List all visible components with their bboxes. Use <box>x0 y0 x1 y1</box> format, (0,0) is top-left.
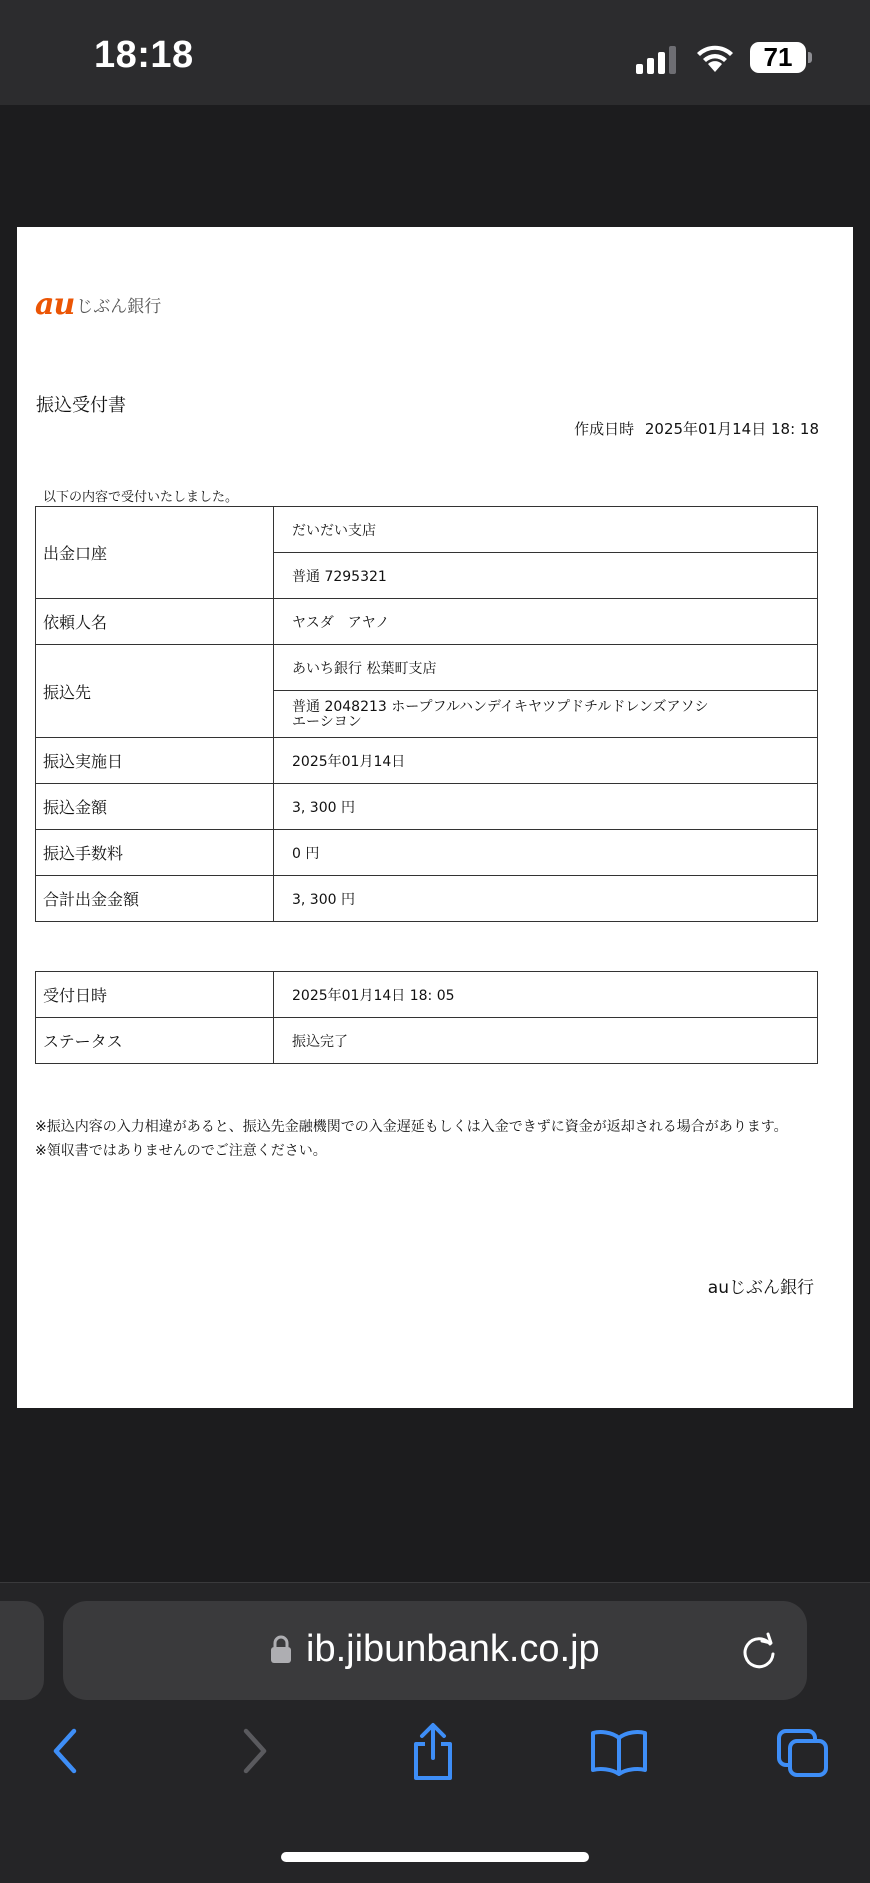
back-icon[interactable] <box>46 1726 86 1776</box>
status-bar <box>0 0 870 105</box>
home-indicator <box>281 1852 589 1862</box>
total-withdrawal-value: 3, 300 円 <box>274 876 818 922</box>
table-row <box>36 972 818 1018</box>
intro-text: 以下の内容で受付いたしました。 <box>43 490 239 505</box>
payee-bank: あいち銀行 松葉町支店 <box>274 645 818 691</box>
payee-label: 振込先 <box>36 645 274 738</box>
url-text[interactable]: ib.jibunbank.co.jp <box>306 1628 600 1670</box>
wifi-icon <box>694 40 736 74</box>
transfer-fee-label: 振込手数料 <box>36 830 274 876</box>
bank-logo <box>35 287 161 321</box>
payee-account-line2: エーシヨン <box>292 714 362 730</box>
received-datetime-value: 2025年01月14日 18: 05 <box>274 972 818 1018</box>
reload-icon[interactable] <box>740 1630 778 1670</box>
status-value: 振込完了 <box>274 1018 818 1064</box>
note-input-discrepancy: ※振込内容の入力相違があると、振込先金融機関での入金遅延もしくは入金できずに資金が返却される場合があります。 <box>35 1119 788 1135</box>
withdrawal-account: 普通 7295321 <box>274 553 818 599</box>
table-row <box>36 876 818 922</box>
battery-indicator: 71 <box>750 42 806 73</box>
lock-icon <box>270 1634 292 1664</box>
logo-bank-name: じぶん銀行 <box>76 297 162 317</box>
table-row <box>36 645 818 691</box>
payee-account <box>274 691 818 738</box>
table-row <box>36 507 818 553</box>
created-label: 作成日時 <box>574 420 635 438</box>
created-value: 2025年01月14日 18: 18 <box>644 420 819 438</box>
status-time: 18:18 <box>94 34 194 76</box>
transfer-amount-value: 3, 300 円 <box>274 784 818 830</box>
total-withdrawal-label: 合計出金金額 <box>36 876 274 922</box>
requester-value: ヤスダ アヤノ <box>274 599 818 645</box>
note-not-receipt: ※領収書ではありませんのでご注意ください。 <box>35 1143 327 1159</box>
transfer-receipt-document <box>17 227 853 1408</box>
payee-account-line1: 普通 2048213 ホープフルハンデイキヤツプドチルドレンズアソシ <box>292 699 709 715</box>
forward-icon[interactable] <box>234 1726 274 1776</box>
table-row <box>36 830 818 876</box>
previous-tab-stub[interactable] <box>0 1601 44 1700</box>
table-row <box>36 784 818 830</box>
status-label: ステータス <box>36 1018 274 1064</box>
withdrawal-branch: だいだい支店 <box>274 507 818 553</box>
table-row <box>36 738 818 784</box>
table-row <box>36 599 818 645</box>
transfer-fee-value: 0 円 <box>274 830 818 876</box>
tabs-icon[interactable] <box>776 1728 830 1778</box>
transfer-date-label: 振込実施日 <box>36 738 274 784</box>
transfer-amount-label: 振込金額 <box>36 784 274 830</box>
battery-tip <box>808 52 812 63</box>
requester-label: 依頼人名 <box>36 599 274 645</box>
bank-signature: auじぶん銀行 <box>707 1278 814 1298</box>
transfer-details-table <box>35 506 818 922</box>
cellular-signal-icon <box>636 44 680 74</box>
document-title: 振込受付書 <box>36 395 126 416</box>
bookmarks-icon[interactable] <box>590 1728 648 1776</box>
received-datetime-label: 受付日時 <box>36 972 274 1018</box>
transfer-date-value: 2025年01月14日 <box>274 738 818 784</box>
notes <box>35 1115 788 1163</box>
receipt-status-table <box>35 971 818 1064</box>
logo-au-mark: au <box>35 287 75 322</box>
created-datetime <box>574 418 819 439</box>
table-row <box>36 1018 818 1064</box>
share-icon[interactable] <box>408 1722 458 1782</box>
withdrawal-label: 出金口座 <box>36 507 274 599</box>
